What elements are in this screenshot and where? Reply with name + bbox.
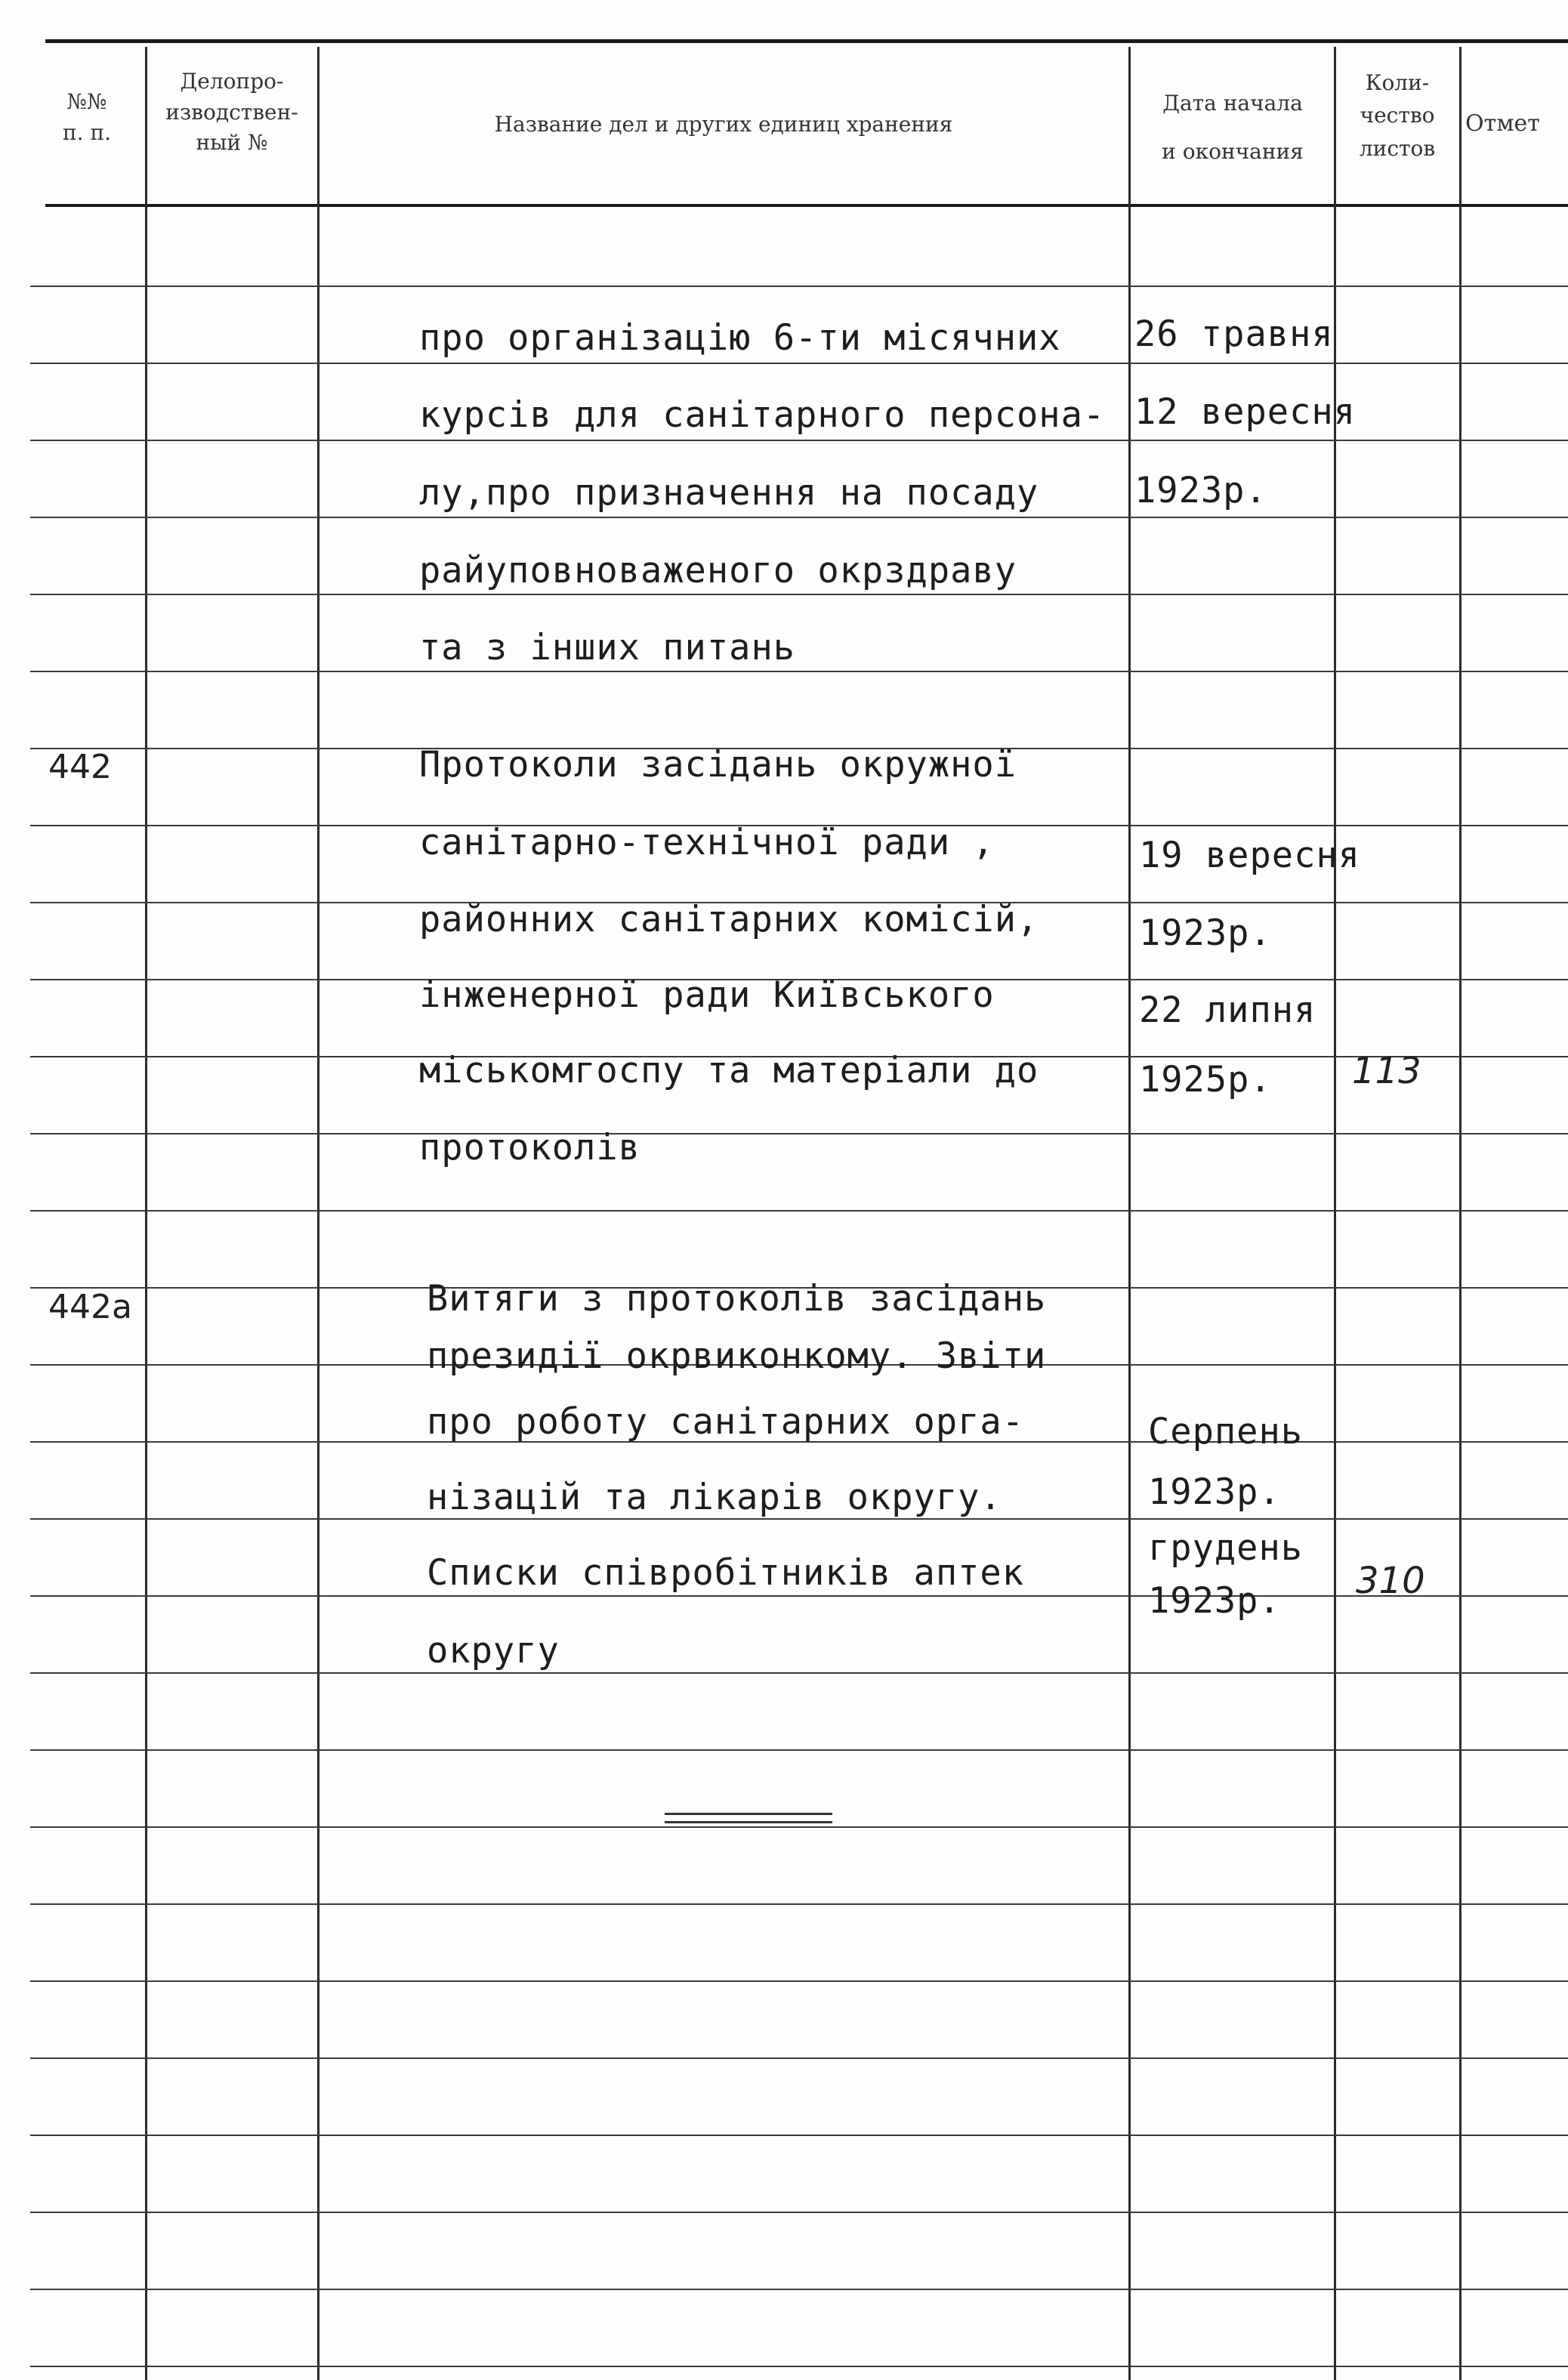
title-line: інженерної ради Київського: [419, 974, 995, 1016]
header-bottom-rule: [45, 204, 1568, 207]
header-sheets: Коли- чество листов: [1359, 70, 1436, 161]
title-line: президії окрвиконкому. Звіти: [427, 1335, 1047, 1377]
ruled-line: [30, 2212, 1568, 2213]
title-line: Списки співробітників аптек: [427, 1552, 1025, 1594]
ruled-line: [30, 1672, 1568, 1674]
date-line: 1923р.: [1148, 1580, 1281, 1622]
header-office-number: Делопро- изводствен- ный №: [165, 69, 298, 156]
title-line: райуповноваженого окрздраву: [419, 550, 1017, 591]
ruled-line: [30, 440, 1568, 441]
ruled-line: [30, 594, 1568, 595]
entry-number: 442: [48, 748, 112, 786]
date-line: 22 липня: [1139, 989, 1316, 1031]
ruled-line: [30, 671, 1568, 672]
ruled-line: [30, 1749, 1568, 1751]
title-line: протоколів: [419, 1127, 640, 1168]
header-notes: Отмет: [1465, 110, 1540, 137]
title-line: про організацію 6-ти місячних: [419, 317, 1061, 359]
ruled-line: [30, 517, 1568, 518]
title-line: міськомгоспу та матеріали до: [419, 1050, 1039, 1091]
date-line: 1923р.: [1139, 912, 1272, 954]
header-top-rule: [45, 39, 1568, 43]
title-line: Протоколи засідань окружної: [419, 744, 1017, 786]
title-line: округу: [427, 1630, 560, 1672]
sheet-count: 310: [1356, 1560, 1425, 1602]
date-line: 1925р.: [1139, 1059, 1272, 1100]
ruled-line: [30, 1826, 1568, 1828]
ruled-line: [30, 2057, 1568, 2059]
header-dates: Дата начала и окончания: [1162, 91, 1304, 165]
ruled-line: [30, 2366, 1568, 2367]
title-line: Витяги з протоколів засідань: [427, 1278, 1047, 1320]
ruled-line: [30, 363, 1568, 364]
column-divider: [145, 47, 147, 2380]
ruled-line: [30, 2289, 1568, 2290]
ruled-line: [30, 2135, 1568, 2136]
title-line: курсів для санітарного персона-: [419, 394, 1106, 436]
date-line: 1923р.: [1148, 1471, 1281, 1513]
end-mark: [665, 1813, 832, 1823]
date-line: 1923р.: [1134, 470, 1267, 511]
ruled-line: [30, 1595, 1568, 1597]
sheet-count: 113: [1352, 1050, 1421, 1092]
ruled-line: [30, 1903, 1568, 1905]
title-line: районних санітарних комісій,: [419, 899, 1039, 940]
title-line: лу,про призначення на посаду: [419, 472, 1039, 514]
date-line: 19 вересня: [1139, 835, 1360, 876]
column-divider: [1459, 47, 1462, 2380]
date-line: 26 травня: [1134, 313, 1334, 355]
date-line: грудень: [1148, 1527, 1304, 1569]
title-line: нізацій та лікарів округу.: [427, 1477, 1002, 1518]
column-divider: [1128, 47, 1131, 2380]
ruled-line: [30, 1518, 1568, 1520]
ruled-line: [30, 286, 1568, 287]
title-line: про роботу санітарних орга-: [427, 1401, 1025, 1443]
ruled-line: [30, 1210, 1568, 1212]
ruled-line: [30, 1133, 1568, 1134]
entry-number: 442а: [48, 1288, 132, 1326]
date-line: 12 вересня: [1134, 391, 1356, 433]
header-title: Название дел и других единиц хранения: [494, 112, 953, 137]
title-line: санітарно-технічної ради ,: [419, 822, 995, 863]
ruled-line: [30, 1980, 1568, 1982]
column-divider: [317, 47, 319, 2380]
date-line: Серпень: [1148, 1411, 1304, 1452]
header-number: №№ п. п.: [62, 89, 112, 145]
title-line: та з інших питань: [419, 627, 796, 668]
